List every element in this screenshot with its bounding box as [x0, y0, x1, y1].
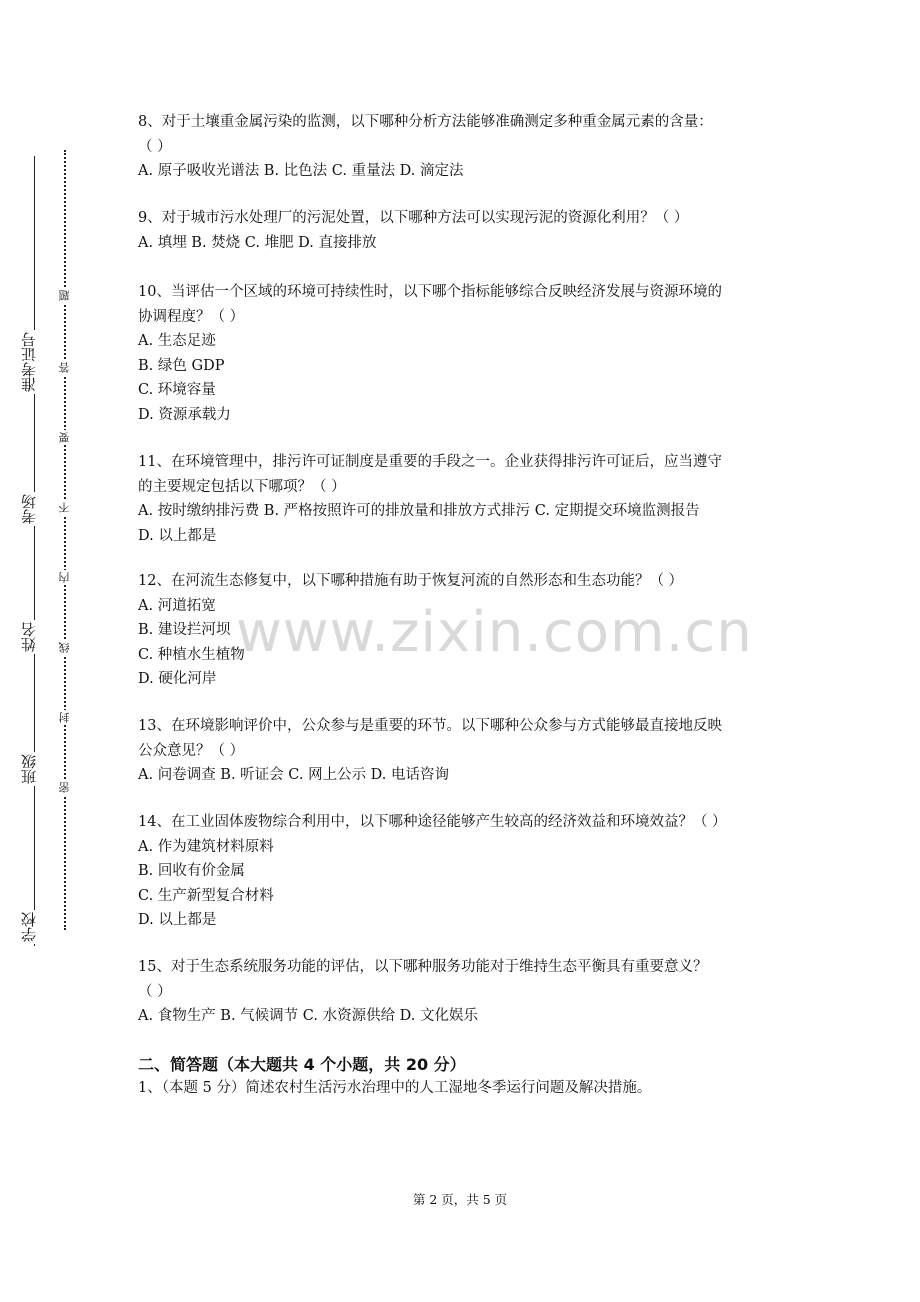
option-d: D. 以上都是: [138, 527, 217, 544]
seal-char: 密: [58, 782, 71, 793]
section-title: 二、简答题（本大题共 4 个小题，共 20 分）: [138, 1055, 466, 1074]
question-line: （ ）: [138, 138, 172, 155]
question-options: A. 问卷调查 B. 听证会 C. 网上公示 D. 电话咨询: [138, 767, 450, 783]
binding-solid-line: [34, 156, 35, 946]
seal-char: 封: [58, 712, 71, 723]
option-b: B. 建设拦河坝: [138, 622, 231, 638]
name-label: 姓名: [20, 622, 38, 652]
question-line: 14、在工业固体废物综合利用中，以下哪种途径能够产生较高的经济效益和环境效益？（ ）: [138, 814, 727, 830]
option-d: D. 资源承载力: [138, 406, 231, 423]
seal-char: 线: [58, 642, 71, 653]
question-line: 11、在环境管理中，排污许可证制度是重要的手段之一。企业获得排污许可证后，应当遵守: [138, 454, 722, 470]
question-12: [138, 569, 798, 692]
option-d: D. 硬化河岸: [138, 671, 217, 687]
option-d: D. 以上都是: [138, 912, 217, 928]
question-line: 公众意见？（ ）: [138, 742, 245, 759]
question-line: 的主要规定包括以下哪项？（ ）: [138, 478, 346, 495]
option-a: A. 作为建筑材料原料: [138, 838, 274, 855]
question-line: 13、在环境影响评价中，公众参与是重要的环节。以下哪种公众参与方式能够最直接地反映: [138, 718, 722, 734]
question-11: [138, 450, 798, 548]
page-footer: 第 2 页，共 5 页: [412, 1192, 508, 1207]
option-c: C. 种植水生植物: [138, 646, 245, 663]
question-options: A. 原子吸收光谱法 B. 比色法 C. 重量法 D. 滴定法: [138, 163, 464, 179]
binding-dotted-line: [64, 150, 66, 930]
seal-char: 答: [58, 362, 71, 373]
school-label: 学校: [20, 912, 38, 942]
question-line: 12、在河流生态修复中，以下哪种措施有助于恢复河流的自然形态和生态功能？（ ）: [138, 573, 684, 589]
question-14: [138, 810, 798, 933]
question-13: [138, 714, 798, 788]
exam-id-label: 准考证号: [20, 332, 38, 392]
question-options: A. 填埋 B. 焚烧 C. 堆肥 D. 直接排放: [138, 234, 377, 251]
question-15: [138, 955, 798, 1029]
option-b: B. 绿色 GDP: [138, 357, 225, 374]
question-8: [138, 110, 798, 184]
option-b: B. 回收有价金属: [138, 863, 245, 879]
seal-char: 不: [58, 502, 71, 513]
question-options: A. 食物生产 B. 气候调节 C. 水资源供给 D. 文化娱乐: [138, 1008, 479, 1024]
short-answer-question-1: 1、（本题 5 分）简述农村生活污水治理中的人工湿地冬季运行问题及解决措施。: [138, 1080, 652, 1096]
question-line: 15、对于生态系统服务功能的评估，以下哪种服务功能对于维持生态平衡具有重要意义？: [138, 959, 708, 975]
question-line: 10、当评估一个区域的环境可持续性时，以下哪个指标能够综合反映经济发展与资源环境的: [138, 284, 722, 300]
question-options: A. 按时缴纳排污费 B. 严格按照许可的排放量和排放方式排污 C. 定期提交环境监测报告: [138, 503, 700, 519]
option-c: C. 生产新型复合材料: [138, 887, 274, 904]
exam-room-label: 考场: [20, 494, 38, 524]
binding-margin: [0, 140, 100, 950]
question-10: [138, 280, 798, 427]
question-line: 8、对于土壤重金属污染的监测，以下哪种分析方法能够准确测定多种重金属元素的含量：: [138, 114, 713, 130]
watermark: www.zixin.com.cn: [236, 600, 753, 665]
option-c: C. 环境容量: [138, 382, 216, 398]
seal-char: 内: [58, 572, 71, 583]
option-a: A. 河道拓宽: [138, 597, 216, 614]
question-line: 9、对于城市污水处理厂的污泥处置，以下哪种方法可以实现污泥的资源化利用？（ ）: [138, 210, 689, 226]
question-line: 协调程度？（ ）: [138, 308, 245, 325]
class-label: 班级: [20, 754, 38, 784]
question-9: [138, 206, 798, 255]
seal-char: 题: [58, 290, 71, 301]
question-line: （ ）: [138, 983, 172, 1000]
seal-char: 要: [58, 432, 71, 443]
option-a: A. 生态足迹: [138, 333, 216, 349]
